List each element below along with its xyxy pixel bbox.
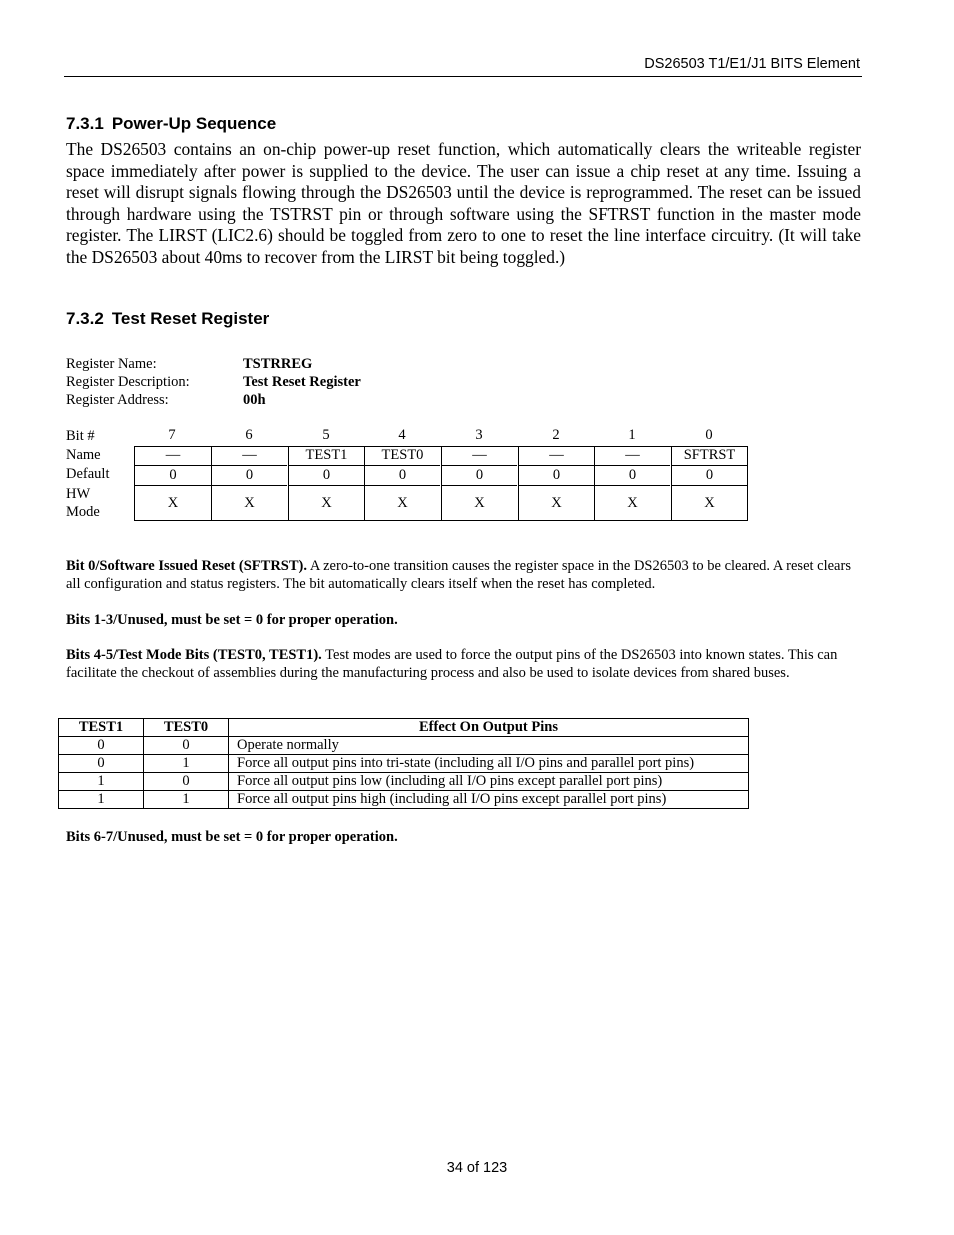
test-mode-effect-table (58, 718, 749, 809)
bit-number: 5 (322, 427, 330, 443)
table-row (59, 755, 749, 773)
section-heading-test-reset (66, 309, 269, 329)
test1-cell: 1 (59, 791, 144, 809)
effect-cell: Force all output pins high (including all I/O pins except parallel port pins) (229, 791, 749, 809)
effect-cell: Operate normally (229, 737, 749, 755)
bit-name-cell: SFTRST (671, 447, 747, 466)
test1-cell: 0 (59, 737, 144, 755)
bit-default-cell: 0 (211, 466, 287, 486)
bit-hw-mode-cell: X (671, 486, 747, 520)
bits4-5-title: Bits 4-5/Test Mode Bits (TEST0, TEST1). (66, 647, 322, 663)
test1-cell: 1 (59, 773, 144, 791)
bits4-5-text: Test modes are used to force the output pins of the DS26503 into known states. This can facilitate the checkout of assemblies during the manufacturing process and also be used to isolate devices from shared buses. (66, 647, 838, 681)
table-row (59, 737, 749, 755)
bit-hw-mode-cell: X (288, 486, 364, 520)
bit0-description (66, 557, 861, 593)
test0-cell: 0 (144, 737, 229, 755)
bit-default-cell: 0 (441, 466, 517, 486)
section-title: Test Reset Register (111, 309, 270, 328)
document-header: DS26503 T1/E1/J1 BITS Element (644, 56, 860, 72)
bit-hw-mode-cell: X (364, 486, 440, 520)
bit-number: 0 (705, 427, 713, 443)
table-row (59, 791, 749, 809)
bit-name-cell: — (518, 447, 594, 466)
register-name-label: Register Name: (66, 356, 157, 372)
page-number: 34 of 123 (446, 1160, 508, 1176)
bit-number: 6 (245, 427, 253, 443)
bit-name-cell: — (135, 447, 211, 466)
bit-default-cell: 0 (671, 466, 747, 486)
test0-cell: 1 (144, 791, 229, 809)
bit-hw-mode-cell: X (594, 486, 670, 520)
register-address-value: 00h (243, 392, 266, 408)
bit-hw-mode-cell: X (441, 486, 517, 520)
bit-hw-mode-label (66, 485, 100, 521)
register-description-label: Register Description: (66, 374, 190, 390)
bit-default-label: Default (66, 466, 110, 482)
test0-cell: 1 (144, 755, 229, 773)
bit-default-cell: 0 (288, 466, 364, 486)
table-row (59, 773, 749, 791)
bit-name-cell: — (594, 447, 670, 466)
bit-name-cell: — (441, 447, 517, 466)
bit-number: 7 (168, 427, 176, 443)
bit-hw-mode-cell: X (518, 486, 594, 520)
register-description-value: Test Reset Register (243, 374, 361, 390)
bit-default-cell: 0 (518, 466, 594, 486)
effect-cell: Force all output pins into tri-state (including all I/O pins and parallel port pins) (229, 755, 749, 773)
bit-number: 1 (628, 427, 636, 443)
column-header-effect: Effect On Output Pins (229, 719, 749, 737)
section-number: 7.3.1 (66, 114, 104, 133)
hw-label-line2: Mode (66, 504, 100, 520)
bits1-3-text: Bits 1-3/Unused, must be set = 0 for proper operation. (66, 612, 398, 628)
register-address-label: Register Address: (66, 392, 169, 408)
section-heading-power-up (66, 114, 276, 134)
column-header-test1: TEST1 (59, 719, 144, 737)
register-name-value: TSTRREG (243, 356, 313, 372)
bit-name-label: Name (66, 447, 101, 463)
bit0-title: Bit 0/Software Issued Reset (SFTRST). (66, 558, 307, 574)
effect-cell: Force all output pins low (including all I/O pins except parallel port pins) (229, 773, 749, 791)
bit-hw-mode-cell: X (167, 495, 179, 511)
bits1-3-description (66, 611, 861, 629)
section-title: Power-Up Sequence (111, 114, 277, 133)
bits6-7-text: Bits 6-7/Unused, must be set = 0 for proper operation. (66, 829, 398, 845)
bit-name-cell: — (211, 447, 287, 466)
register-address-row (66, 392, 266, 409)
table-header-row (59, 719, 749, 737)
header-rule (64, 76, 862, 77)
test0-cell: 0 (144, 773, 229, 791)
bit-number-label: Bit # (66, 428, 95, 444)
bit-name-cell: TEST1 (288, 447, 364, 466)
bit0-text: A zero-to-one transition causes the register space in the DS26503 to be cleared. A reset clears all configuration and status registers. The bit automatically clears itself when the reset has completed. (66, 558, 851, 592)
register-name-row (66, 356, 312, 373)
register-bit-table (134, 446, 748, 521)
bit-number: 2 (552, 427, 560, 443)
bit-number: 3 (475, 427, 483, 443)
bit-default-cell: 0 (594, 466, 670, 486)
bit-hw-mode-cell: X (211, 486, 287, 520)
hw-label-line1: HW (66, 486, 91, 502)
power-up-paragraph: The DS26503 contains an on-chip power-up reset function, which automatically clears the writeable register space immediately after power is supplied to the device. The user can issue a chip reset at any time. Issuing a reset will disrupt signals flowing through the DS26503 until the device is reprogrammed. The reset can be issued through hardware using the TSTRST pin or through software using the SFTRST function in the master mode register. The LIRST (LIC2.6) should be toggled from zero to one to reset the line interface circuitry. (It will take the DS26503 about 40ms to recover from the LIRST bit being toggled.) (66, 139, 861, 267)
bits4-5-description (66, 646, 861, 682)
bit-number: 4 (398, 427, 406, 443)
bit-name-cell: TEST0 (364, 447, 440, 466)
register-description-row (66, 374, 361, 391)
bit-default-cell: 0 (135, 466, 211, 486)
bit-default-cell: 0 (364, 466, 440, 486)
bits6-7-description (66, 828, 861, 846)
section-number: 7.3.2 (66, 309, 104, 328)
test1-cell: 0 (59, 755, 144, 773)
column-header-test0: TEST0 (144, 719, 229, 737)
